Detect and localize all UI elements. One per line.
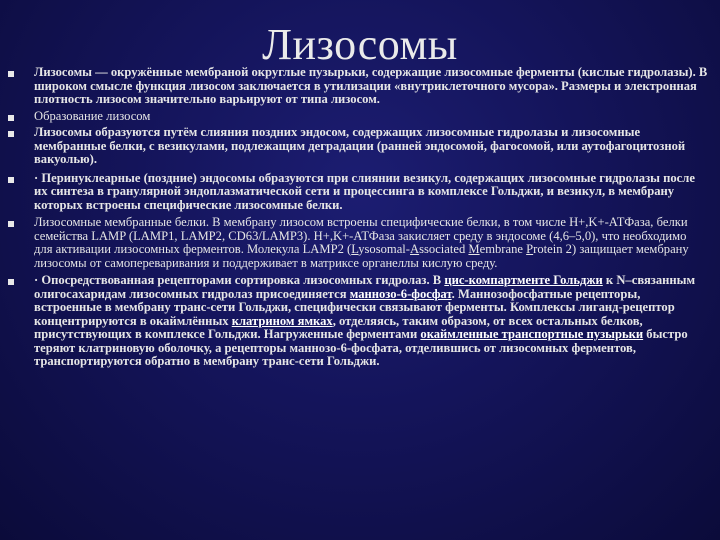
list-item (8, 66, 708, 107)
link-cis-golgi[interactable]: цис-компартменте Гольджи (444, 273, 603, 287)
square-bullet-icon (8, 71, 14, 77)
list-item (8, 110, 708, 124)
square-bullet-icon (8, 131, 14, 137)
link-clathrin-pits[interactable]: клатрином ямках (231, 313, 333, 328)
slide-title: Лизосомы (262, 20, 458, 69)
item-text: · Перинуклеарные (поздние) эндосомы образуются при слиянии везикул, содержащих лизосомные гидролазы после их синтеза в гранулярной эндоплазматической сети и процессинга в комплексе Гольджи, и везикул, в мембрану которых встроены специфические лизосомные белки. (34, 170, 695, 212)
item-text: Лизосомные мембранные белки. В мембрану лизосом встроены специфические белки, в том числе H+,K+-АТФаза, белки семейства LAMP (LAMP1, LAMP2, CD63/LAMP3). H+,K+-АТФаза закисляет среду в эндосоме (4,6–5,0), что необходимо для активации лизосомных ферментов. Молекула LAMP2 (Lysosomal-Associated Membrane Protein 2) защищает мембрану лизосомы от самопереваривания и поддерживает в матриксе органеллы кислую среду. (34, 215, 689, 270)
item-text: Лизосомы — окружённые мембраной округлые пузырьки, содержащие лизосомные ферменты (кислые гидролазы). В широком смысле функция лизосом заключается в утилизации «внутриклеточного мусора». Размеры и электронная плотность лизосом значительно варьируют от типа лизосом. (34, 65, 708, 106)
link-coated-vesicles[interactable]: окаймленные транспортные пузырьки (420, 327, 644, 341)
square-bullet-icon (8, 115, 14, 121)
list-item (8, 126, 708, 167)
square-bullet-icon (8, 279, 14, 285)
square-bullet-icon (8, 221, 14, 227)
item-text: Лизосомы образуются путём слияния поздних эндосом, содержащих лизосомные гидролазы и лизосомные мембранные белки, с везикулами, подлежащим деградации (ранней эндосомой, фагосомой, или аутофагоцитозной вакуолью). (34, 125, 686, 166)
list-item (8, 216, 708, 270)
list-item (8, 172, 708, 213)
item-text: Образование лизосом (34, 108, 151, 123)
list-item (8, 274, 708, 369)
bullet-list (8, 66, 708, 369)
link-mannose-6-phosphate[interactable]: маннозо-6-фосфат (349, 286, 452, 301)
item-text: · Опосредствованная рецепторами сортировка лизосомных гидролаз. В цис-компартменте Гольджи к N–связанным олигосахаридам лизосомных гидролаз присоединяется маннозо-6-фосфат. Маннозофосфатные рецепторы, встроенные в мембрану транс-сети Гольджи, специфически связывают ферменты. Комплексы лиганд-рецептор концентрируются в окаймлённых клатрином ямках, отделяясь, таким образом, от всех остальных белков, присутствующих в комплексе Гольджи. Нагруженные ферментами окаймленные транспортные пузырьки быстро теряют клатриновую оболочку, а рецепторы маннозо-6-фосфата, отделившись от лизосомных ферментов, транспортируются обратно в мембрану транс-сети Гольджи. (34, 273, 696, 368)
square-bullet-icon (8, 177, 14, 183)
